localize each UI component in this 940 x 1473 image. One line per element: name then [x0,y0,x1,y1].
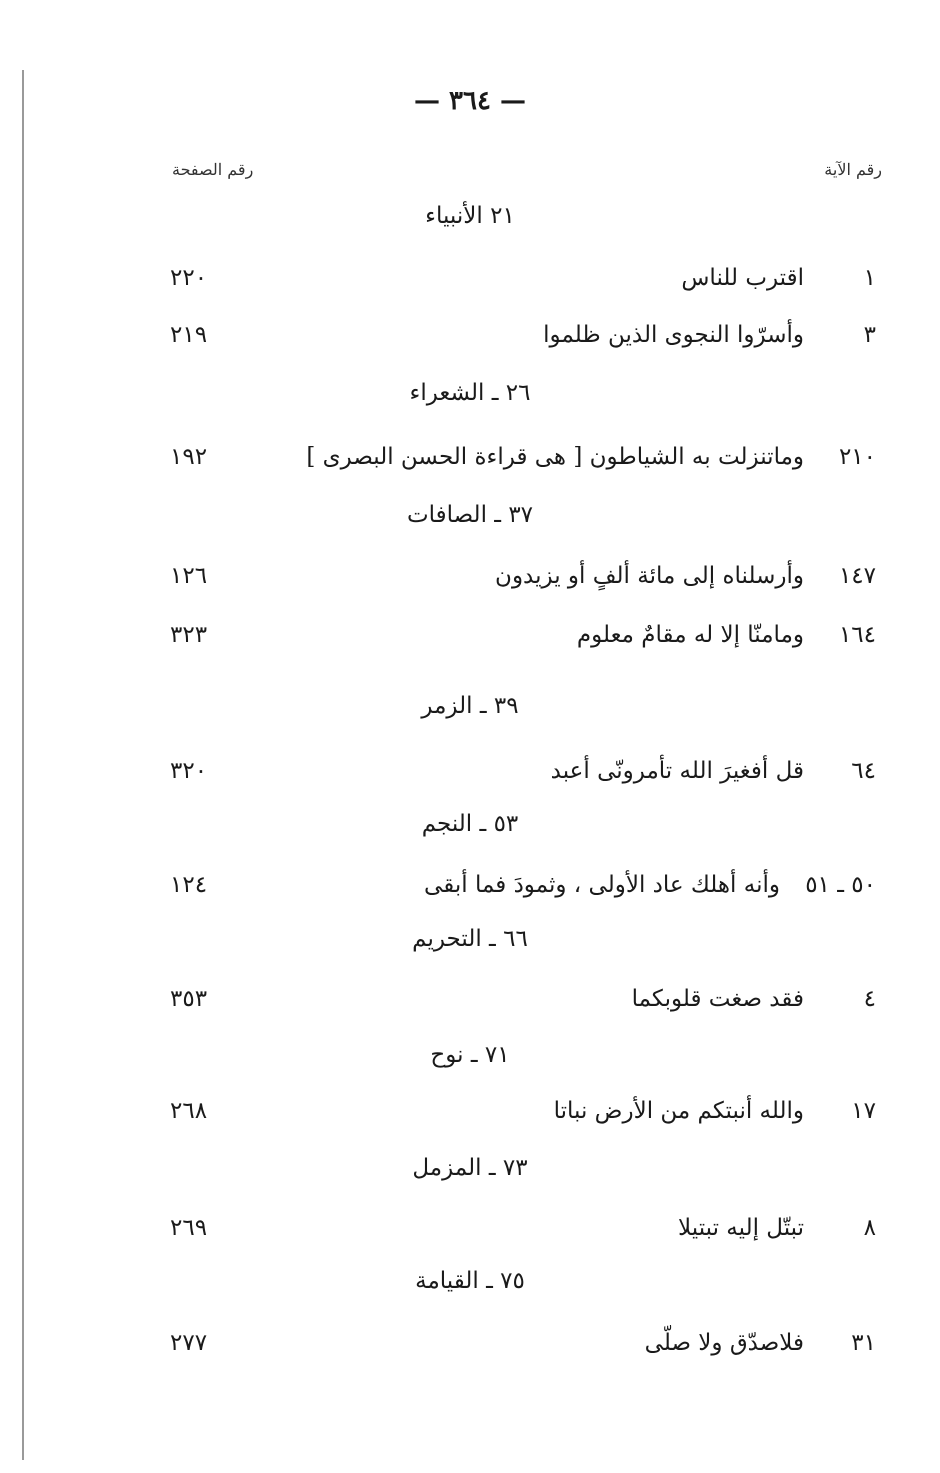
ayah-number: ١ [863,265,876,291]
ayah-number: ٣ [863,322,876,348]
page-number-column-header: رقم الصفحة [172,160,254,179]
surah-heading: ٣٧ ـ الصافات [406,502,534,528]
index-row [0,265,940,305]
ayah-text: ومامنّا إلا له مقامٌ معلوم [576,622,804,648]
surah-heading: ٧١ ـ نوح [430,1042,510,1068]
page-reference: ٢٧٧ [170,1330,208,1356]
surah-heading: ٦٦ ـ التحريم [412,926,528,952]
page-number: — ٣٦٤ — [413,86,527,116]
ayah-text: وأرسلناه إلى مائة ألفٍ أو يزيدون [495,563,804,589]
ayah-text: وأسرّوا النجوى الذين ظلموا [543,322,804,348]
surah-heading: ٢١ الأنبياء [425,203,515,229]
ayah-number: ١٦٤ [838,622,876,648]
ayah-number: ٣١ [851,1330,876,1356]
ayah-text: تبتّل إليه تبتيلا [678,1215,804,1241]
index-row [0,1098,940,1138]
index-row [0,758,940,798]
ayah-number: ٦٤ [851,758,876,784]
surah-heading: ٣٩ ـ الزمر [421,693,519,719]
page-reference: ٢٦٨ [170,1098,208,1124]
page-reference: ١٢٤ [170,872,208,898]
index-row [0,986,940,1026]
surah-heading: ٥٣ ـ النجم [421,811,519,837]
index-row [0,563,940,603]
ayah-text: وأنه أهلك عاد الأولى ، وثمودَ فما أبقى [424,872,780,898]
page-reference: ٣٢٣ [170,622,208,648]
index-row [0,444,940,484]
ayah-text: فقد صغت قلوبكما [631,986,804,1012]
ayah-number: ٨ [863,1215,876,1241]
surah-heading: ٢٦ ـ الشعراء [409,380,531,406]
page-reference: ١٩٢ [170,444,208,470]
ayah-number: ٢١٠ [838,444,876,470]
ayah-number: ٥٠ ـ ٥١ [805,872,876,898]
ayah-text: والله أنبتكم من الأرض نباتا [553,1098,804,1124]
ayah-number: ٤ [863,986,876,1012]
ayah-number: ١٤٧ [838,563,876,589]
page-reference: ١٢٦ [170,563,208,589]
surah-heading: ٧٣ ـ المزمل [412,1155,528,1181]
ayah-number-column-header: رقم الآية [824,160,882,179]
index-row [0,1330,940,1370]
surah-heading: ٧٥ ـ القيامة [415,1268,525,1294]
page-reference: ٣٢٠ [170,758,208,784]
index-row [0,322,940,362]
ayah-text: قل أفغيرَ الله تأمرونّى أعبد [550,758,804,784]
ayah-text: اقترب للناس [681,265,804,291]
index-row [0,872,940,912]
page-reference: ٣٥٣ [170,986,208,1012]
page-reference: ٢٢٠ [170,265,208,291]
index-row [0,1215,940,1255]
page-reference: ٢٦٩ [170,1215,208,1241]
ayah-text: وماتنزلت به الشياطون [ هى قراءة الحسن البصرى ] [306,444,804,470]
ayah-text: فلاصدّق ولا صلّى [644,1330,804,1356]
index-row [0,622,940,662]
page-reference: ٢١٩ [170,322,208,348]
ayah-number: ١٧ [851,1098,876,1124]
